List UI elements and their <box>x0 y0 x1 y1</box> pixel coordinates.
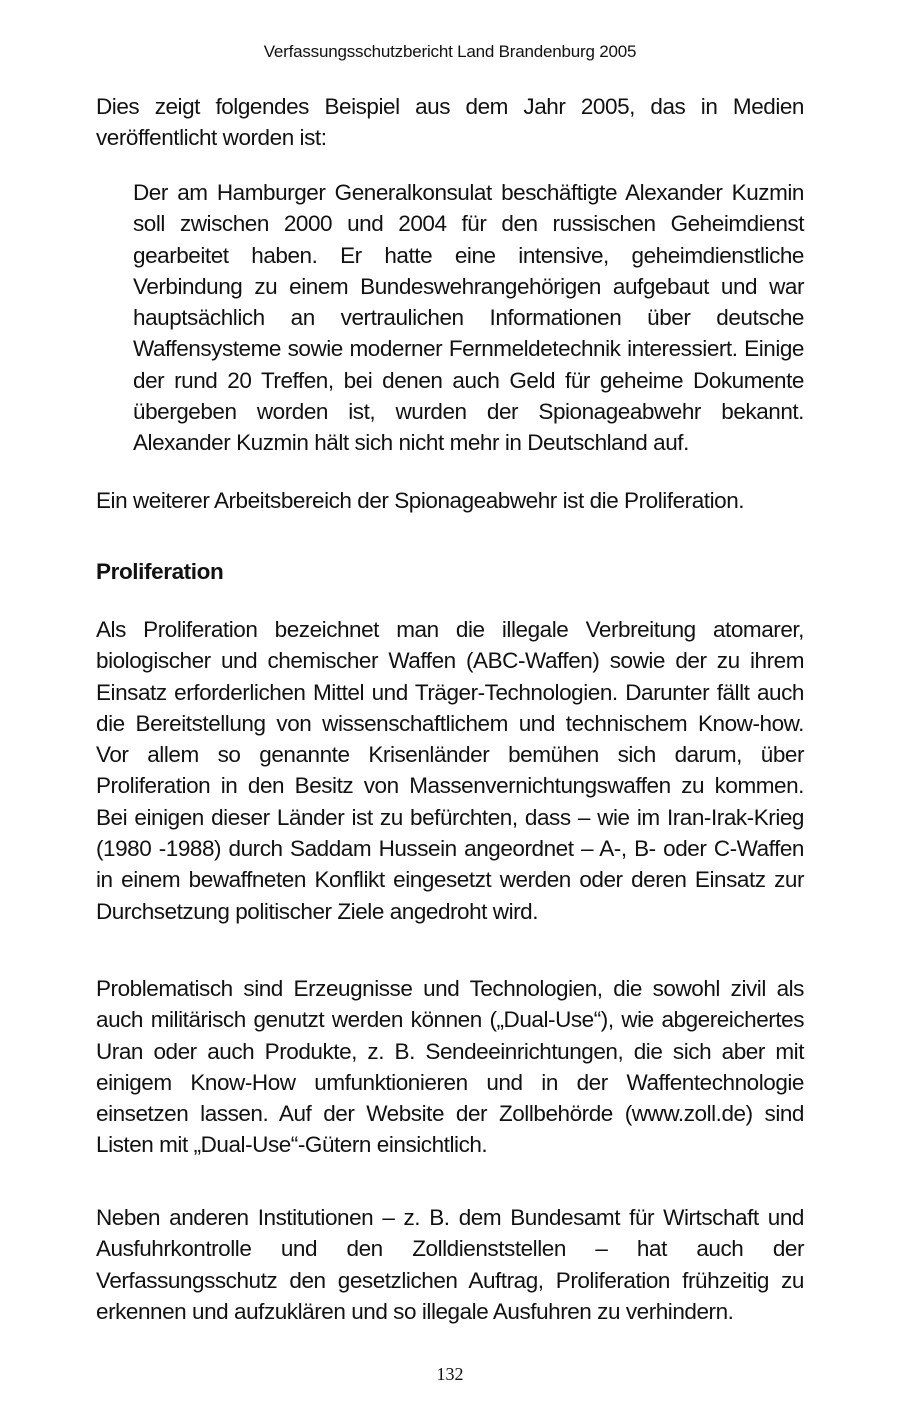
body-paragraph: Neben anderen Institutionen – z. B. dem Bundesamt für Wirtschaft und Ausfuhrkontrolle und den Zolldienststellen – hat auch der Verfassungsschutz den gesetzlichen Auftrag, Proliferation frühzeitig zu erkennen und aufzuklären und so illegale Ausfuhren zu verhindern. <box>96 1205 804 1324</box>
intro-paragraph: Dies zeigt folgendes Beispiel aus dem Jahr 2005, das in Medien veröffentlicht worden ist: <box>96 94 804 151</box>
body-paragraph: Als Proliferation bezeichnet man die illegale Verbreitung atomarer, biologischer und chemischer Waffen (ABC-Waffen) sowie der zu ihrem Einsatz erforderlichen Mittel und Träger-Technologien. Darunter fällt auch die Bereitstellung von wissenschaftlichem und technischem Know-how. Vor allem so genannte Krisenländer bemühen sich darum, über Proliferation in den Besitz von Massenvernichtungswaffen zu kommen. Bei einigen dieser Länder ist zu befürchten, dass – wie im Iran-Irak-Krieg (1980 -1988) durch Saddam Hussein angeordnet – A-, B- oder C-Waffen in einem bewaffneten Konflikt eingesetzt werden oder deren Einsatz zur Durchsetzung politischer Ziele angedroht wird. <box>96 617 804 924</box>
body-paragraph: Problematisch sind Erzeugnisse und Technologien, die sowohl zivil als auch militärisch genutzt werden können („Dual-Use“), wie abgereichertes Uran oder auch Produkte, z. B. Sendeeinrichtungen, die sich aber mit einigem Know-How umfunktionieren und in der Waffentechnologie einsetzen lassen. Auf der Website der Zollbehörde (www.zoll.de) sind Listen mit „Dual-Use“-Gütern einsichtlich. <box>96 976 804 1158</box>
section-heading: Proliferation <box>96 559 224 584</box>
running-header: Verfassungsschutzbericht Land Brandenburg 2005 <box>263 42 637 61</box>
page-number: 132 <box>436 1364 464 1384</box>
transition-paragraph: Ein weiterer Arbeitsbereich der Spionageabwehr ist die Proliferation. <box>96 488 745 513</box>
quoted-example-paragraph: Der am Hamburger Generalkonsulat beschäftigte Alexander Kuzmin soll zwischen 2000 und 2004 für den russischen Geheimdienst gearbeitet haben. Er hatte eine intensive, geheimdienstliche Verbindung zu einem Bundeswehrangehörigen aufgebaut und war hauptsächlich an vertraulichen Informationen über deutsche Waffensysteme sowie moderner Fernmeldetechnik interessiert. Einige der rund 20 Treffen, bei denen auch Geld für geheime Dokumente übergeben worden ist, wurden der Spionageabwehr bekannt. Alexander Kuzmin hält sich nicht mehr in Deutschland auf. <box>133 180 804 456</box>
